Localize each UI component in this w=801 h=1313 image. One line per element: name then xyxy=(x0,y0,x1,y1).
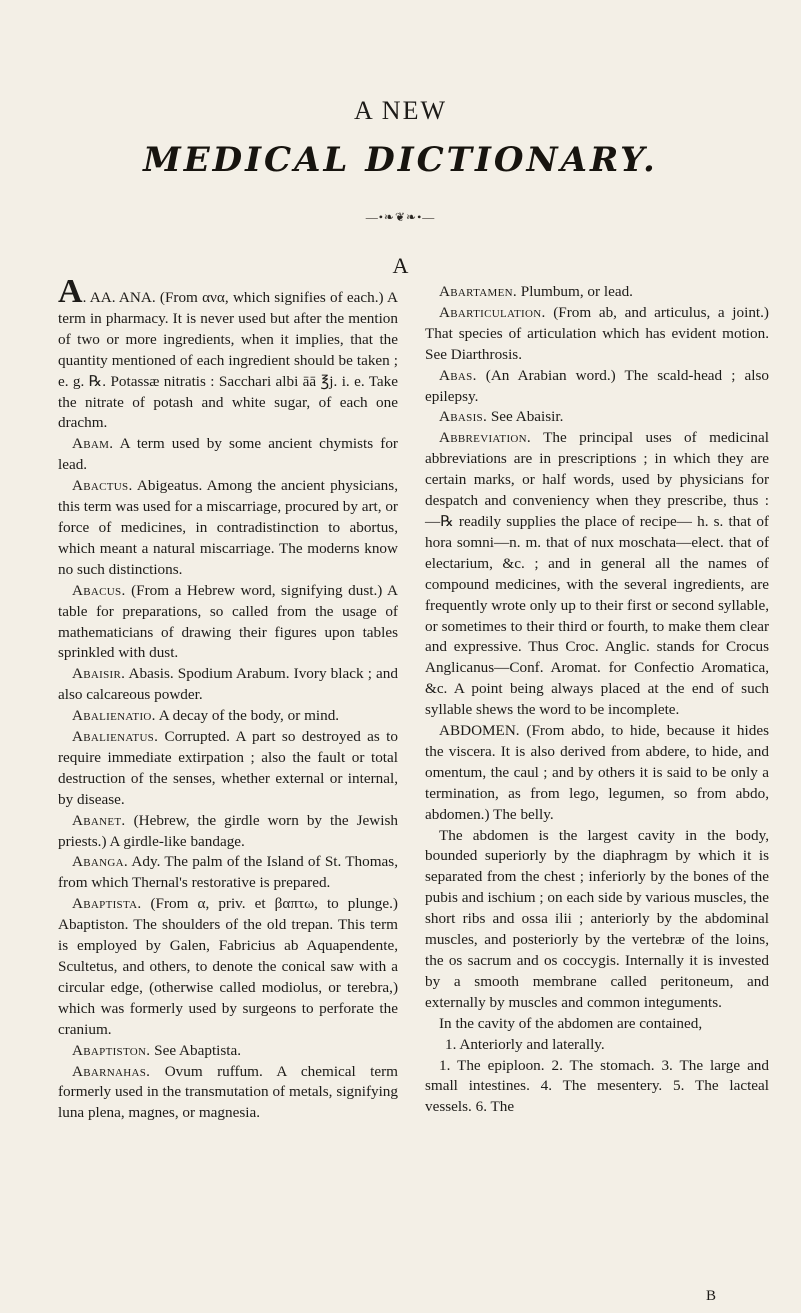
entry-abacus: Abacus. (From a Hebrew word, signifying dust.) A table for preparations, so called from the usage of mathematicians of drawing their figures upon tables sprinkled with dust. xyxy=(58,581,398,662)
entry-abartamen: Abartamen. Plumbum, or lead. xyxy=(439,283,633,300)
page-title: MEDICAL DICTIONARY. xyxy=(143,140,658,180)
paragraph-organ-list: 1. The epiploon. 2. The stomach. 3. The large and small intestines. 4. The mesentery. 5. The lacteal vessels. 6. The xyxy=(425,1056,769,1116)
entry-abasis: Abasis. See Abaisir. xyxy=(439,408,564,426)
page-supertitle: A NEW xyxy=(353,96,448,125)
entry-a: A. AA. ANA. (From ανα, which signifies of each.) A term in pharmacy. It is never used but after the mention of two or more ingredients, when it implies, that the quantity mentioned of each ingredient should be taken ; e. g. ℞. Potassæ nitratis : Sacchari albi āā ℥j. i. e. Take the nitrate of potash and white sugar, of each one drachm. xyxy=(58,273,398,432)
entry-abdomen: ABDOMEN. (From abdo, to hide, because it hides the viscera. It is also derived from abdere, to hide, and omentum, the caul ; and by others it is said to be only a termination, as from lego, legumen, so from abdo, abdomen.) The belly. xyxy=(425,722,769,823)
entry-abaptiston: Abaptiston. See Abaptista. xyxy=(72,1041,242,1059)
entry-abaisir: Abaisir. Abasis. Spodium Arabum. Ivory black ; and also calcareous powder. xyxy=(58,665,398,704)
entry-abactus: Abactus. Abigeatus. Among the ancient physicians, this term was used for a miscarriage, procured by art, or force of medicines, in contradistinction to abortus, which meant a natural miscarriage. The moderns know no such distinctions. xyxy=(58,477,398,578)
paragraph-abdomen-cavity: The abdomen is the largest cavity in the body, bounded superiorly by the diaphragm by which it is separated from the chest ; inferiorly by the bones of the pubis and ischium ; on each side by various muscles, the short ribs and ossa ilii ; anteriorly by the abdominal muscles, and posteriorly by the vertebræ of the loins, the os sacrum and os coccygis. Internally it is invested by a smooth membrane called peritoneum, and externally by muscles and common integuments. xyxy=(425,826,769,1011)
paragraph-anteriorly: 1. Anteriorly and laterally. xyxy=(445,1035,605,1053)
right-column xyxy=(425,282,769,1118)
entry-abarticulation: Abarticulation. (From ab, and articulus, a joint.) That species of articulation which has evident motion. See Diarthrosis. xyxy=(425,303,769,363)
signature-mark: B xyxy=(706,1288,717,1304)
left-column xyxy=(58,273,398,1124)
entry-abbreviation: Abbreviation. The principal uses of medicinal abbreviations are in prescriptions ; in which they are certain marks, or half words, used by physicians for despatch and conveniency when they prescribe, thus : —℞ readily supplies the place of recipe— h. s. that of hora somni—n. m. that of nux moschata—elect. that of electarium, &c. ; and in general all the names of compound medicines, with the several ingredients, are frequently wrote only up to their first or second syllable, or sometimes to their third or fourth, to make them clear and expressive. Thus Croc. Anglic. stands for Crocus Anglicanus—Conf. Aromat. for Confectio Aromatica, &c. A point being always placed at the end of such syllable shews the word to be incomplete. xyxy=(425,429,769,719)
paragraph-contents-intro: In the cavity of the abdomen are contained, xyxy=(439,1014,703,1032)
entry-abalienatus: Abalienatus. Corrupted. A part so destroyed as to require immediate extirpation ; also the fault or total destruction of the senses, whether external or internal, by disease. xyxy=(58,728,398,808)
entry-abanga: Abanga. Ady. The palm of the Island of St. Thomas, from which Thernal's restorative is prepared. xyxy=(58,853,398,892)
entry-abam: Abam. A term used by some ancient chymists for lead. xyxy=(58,435,398,474)
entry-abaptista: Abaptista. (From α, priv. et βαπτω, to plunge.) Abaptiston. The shoulders of the old trepan. This term is employed by Galen, Fabricius ab Aquapendente, Scultetus, and others, to denote the conical saw with a circular edge, (otherwise called modiolus, or terebra,) which was formerly used by surgeons to perforate the cranium. xyxy=(58,895,398,1038)
drop-letter: A xyxy=(58,273,83,310)
entry-abanet: Abanet. (Hebrew, the girdle worn by the Jewish priests.) A girdle-like bandage. xyxy=(58,811,398,850)
entry-abalienatio: Abalienatio. A decay of the body, or mind. xyxy=(72,707,340,725)
ornament-divider: —•❧❦❧•— xyxy=(365,210,436,224)
entry-abarnahas: Abarnahas. Ovum ruffum. A chemical term formerly used in the transmutation of metals, signifying luna plena, magnes, or magnesia. xyxy=(58,1062,398,1122)
entry-abas: Abas. (An Arabian word.) The scald-head ; also epilepsy. xyxy=(425,366,769,405)
section-letter: A xyxy=(392,253,409,278)
